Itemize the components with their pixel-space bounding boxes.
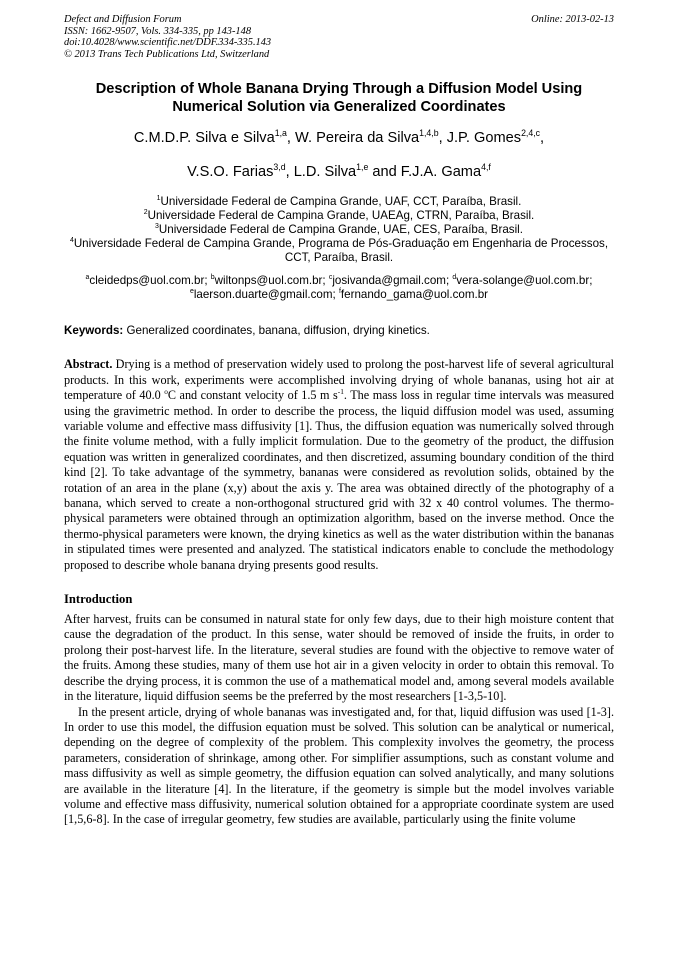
author-list	[64, 129, 614, 181]
email-line-2: $^e$laerson.duarte@gmail.com; $^f$fernando_gama@uol.com.br	[189, 288, 489, 302]
author-line-1: C.M.D.P. Silva e Silva$^{1,a}$, W. Pereira da Silva$^{1,4,b}$, J.P. Gomes$^{2,4,c}$,	[133, 128, 545, 147]
affiliation-text: Universidade Federal de Campina Grande, UAEAg, CTRN, Paraíba, Brasil.	[147, 209, 535, 223]
journal-copyright: © 2013 Trans Tech Publications Ltd, Switzerland	[64, 48, 270, 60]
affiliation-item	[64, 209, 614, 223]
email-superscript: f	[338, 288, 341, 296]
author-name: J.P. Gomes	[446, 130, 522, 147]
email-superscript: a	[85, 274, 90, 282]
online-date: Online: 2013-02-13	[531, 14, 614, 25]
affiliation-number: 4	[69, 237, 74, 245]
author-superscript: 2,4,c	[521, 128, 541, 139]
keywords-text: Generalized coordinates, banana, diffusion, drying kinetics.	[126, 324, 430, 338]
author-name: W. Pereira da Silva	[295, 130, 420, 147]
paper-title: Description of Whole Banana Drying Through a Diffusion Model Using Numerical Solution via Generalized Coordinates	[95, 81, 583, 116]
email-link[interactable]: cleidedps@uol.com.br	[89, 274, 205, 288]
author-conjunction: and	[372, 164, 397, 181]
affiliation-number: 1	[156, 195, 161, 203]
abstract-text-2: C and constant velocity of 1.5 m s	[167, 388, 338, 403]
author-name: F.J.A. Gama	[400, 164, 482, 181]
author-name: V.S.O. Farias	[187, 164, 274, 181]
email-link[interactable]: vera-solange@uol.com.br	[456, 274, 590, 288]
exponent-superscript: -1	[337, 387, 344, 397]
journal-doi: doi:10.4028/www.scientific.net/DDF.334-335.143	[64, 37, 272, 49]
abstract-label: Abstract.	[64, 357, 113, 372]
email-superscript: e	[189, 288, 194, 296]
abstract	[64, 357, 614, 573]
email-link[interactable]: laerson.duarte@gmail.com	[193, 288, 333, 302]
email-link[interactable]: josivanda@gmail.com	[332, 274, 446, 288]
author-line-2: V.S.O. Farias$^{3,d}$, L.D. Silva$^{1,e}$ and F.J.A. Gama$^{4,f}$	[187, 162, 491, 181]
section-heading-introduction: Introduction	[64, 592, 133, 607]
email-list	[64, 274, 614, 302]
author-superscript: 3,d	[273, 162, 286, 173]
affiliation-item	[64, 195, 614, 209]
affiliation-item	[64, 223, 614, 237]
keywords	[64, 324, 614, 338]
journal-name: Defect and Diffusion Forum	[64, 14, 182, 25]
email-link[interactable]: wiltonps@uol.com.br	[214, 274, 323, 288]
affiliation-item	[64, 237, 614, 265]
author-superscript: 1,4,b	[419, 128, 439, 139]
email-superscript: c	[328, 274, 333, 282]
email-superscript: d	[452, 274, 457, 282]
author-name: C.M.D.P. Silva e Silva	[133, 130, 275, 147]
affiliation-number: 2	[143, 209, 148, 217]
email-superscript: b	[210, 274, 215, 282]
journal-issn: ISSN: 1662-9507, Vols. 334-335, pp 143-148	[64, 25, 252, 37]
affiliation-number: 3	[155, 223, 159, 231]
author-superscript: 4,f	[481, 162, 491, 173]
affiliation-text: Universidade Federal de Campina Grande, UAF, CCT, Paraíba, Brasil.	[160, 195, 522, 209]
email-line-1: $^a$cleidedps@uol.com.br; $^b$wiltonps@uol.com.br; $^c$josivanda@gmail.com; $^d$vera-solange@uol.com.br;	[85, 274, 593, 288]
abstract-text-3: . The mass loss in regular time intervals was measured using the gravimetric method. In order to describe the process, the liquid diffusion model was used, assuming variable volume and effective mass diffusivity [1]. Thus, the diffusion equation was numerically solved through the finite volume method, with a fully implicit formulation. Due to the geometry of the product, the diffusion equation was written in generalized coordinates, and then discretized, assuming boundary condition of the third kind [2]. To take advantage of the symmetry, bananas were considered as revolution solids, obtained by the rotation of an area in the plane (x,y) about the axis y. The area was obtained directly of the photography of a banana, which served to create a non-orthogonal structured grid with 32 x 40 control volumes. The thermo-physical parameters were obtained through an optimization algorithm, based on the inverse method. Once the thermo-physical parameters were known, the drying kinetics as well as the water distribution within the bananas in stipulated times were presented and analyzed. The statistical indicators enable to conclude the methodology proposed to describe whole banana drying presents good results.	[64, 388, 614, 572]
journal-header	[64, 14, 614, 60]
introduction-paragraph-1: After harvest, fruits can be consumed in natural state for only few days, due to their high moisture content that cause the degradation of the product. In this sense, water should be removed of inside the fruits, in order to prolong their post-harvest life. In the literature, several studies are found with the objective to remove water of the fruits. Among these studies, many of them use hot air in a given velocity in order to obtain this removal. To describe the drying process, it is common the use of a mathematical model and, among several models available in the literature, liquid diffusion seems be the preferred by the most researchers [1-3,5-10].	[64, 612, 614, 704]
author-name: L.D. Silva	[293, 164, 357, 181]
keywords-label: Keywords:	[64, 324, 124, 338]
journal-meta	[64, 14, 271, 60]
abstract-text-1: Drying is a method of preservation widely used to prolong the post-harvest life of several agricultural products. In this work, experiments were accomplished involving drying of whole bananas, using hot air at temperature of 40.0	[64, 357, 614, 403]
introduction-paragraph-2: In the present article, drying of whole bananas was investigated and, for that, liquid diffusion was used [1-3]. In order to use this model, the diffusion equation must be solved. This solution can be analytical or numerical, depending on the degree of complexity of the problem. This complexity involves the geometry, the process parameters, consideration of shrinkage, among other. For simplifier assumptions, such as constant volume and mass diffusivity as well as simple geometry, the diffusion equation can solved analytically, and many solutions are available in the literature [4]. In the literature, if the geometry is simple but the model involves variable volume and effective mass diffusivity, numerical solution obtained for a appropriate coordinate system are used [1,5,6-8]. In the case of irregular geometry, few studies are available, particularly using the finite volume	[64, 704, 614, 827]
degree-superscript: o	[164, 387, 168, 397]
affiliation-text: Universidade Federal de Campina Grande, Programa de Pós-Graduação em Engenharia de Processos, CCT, Paraíba, Brasil.	[73, 237, 609, 265]
author-superscript: 1,e	[356, 162, 369, 173]
affiliation-list	[64, 195, 614, 265]
author-superscript: 1,a	[274, 128, 287, 139]
email-link[interactable]: fernando_gama@uol.com.br	[340, 288, 489, 302]
affiliation-text: Universidade Federal de Campina Grande, UAE, CES, Paraíba, Brasil.	[158, 223, 523, 237]
